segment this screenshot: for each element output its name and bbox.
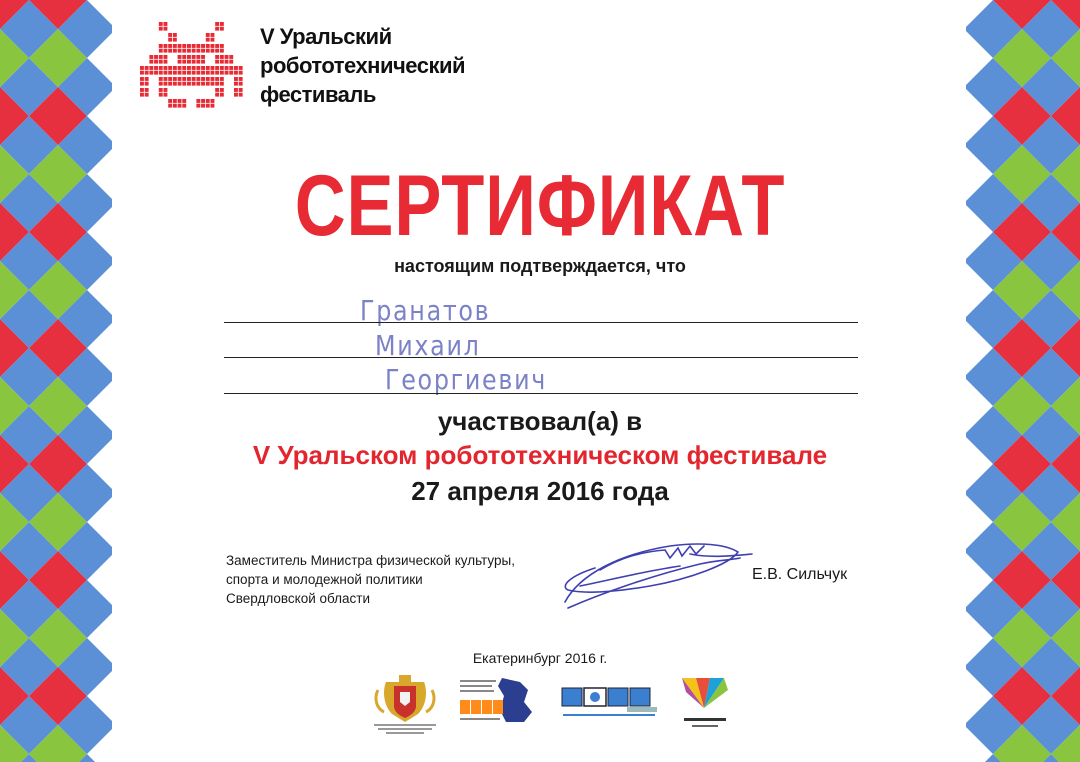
place-year: Екатеринбург 2016 г. bbox=[472, 650, 608, 666]
roboural-logo-icon bbox=[458, 676, 536, 724]
recipient-surname: Гранатов bbox=[360, 294, 491, 327]
robot-logo-icon bbox=[561, 684, 659, 720]
participated-text: участвовал(а) в bbox=[437, 406, 643, 436]
pixel-robot-logo-icon bbox=[140, 22, 244, 112]
festival-name-line-3: фестиваль bbox=[260, 82, 376, 107]
name-line-3 bbox=[224, 393, 858, 394]
coat-of-arms-icon bbox=[372, 672, 438, 734]
festival-header bbox=[140, 22, 480, 114]
festival-name-line-1: V Уральский bbox=[260, 24, 392, 49]
festival-name-line-2: робототехнический bbox=[260, 53, 466, 78]
official-title-line-2: спорта и молодежной политики bbox=[226, 572, 423, 587]
official-title-line-1: Заместитель Министра физической культуры, bbox=[226, 553, 515, 568]
name-line-1 bbox=[224, 322, 858, 323]
festival-name bbox=[260, 22, 490, 109]
name-line-2 bbox=[224, 357, 858, 358]
event-date: 27 апреля 2016 года bbox=[411, 476, 669, 506]
official-title-line-3: Свердловской области bbox=[226, 591, 371, 606]
certificate-subtitle: настоящим подтверждается, что bbox=[394, 256, 686, 276]
left-diamond-border bbox=[0, 0, 112, 762]
official-title bbox=[226, 551, 546, 608]
signer-name: Е.В. Сильчук bbox=[752, 566, 848, 583]
certificate-title: СЕРТИФИКАТ bbox=[294, 158, 786, 254]
recipient-patronymic: Георгиевич bbox=[385, 363, 548, 396]
handwritten-signature bbox=[540, 524, 755, 614]
volunteers-logo-icon bbox=[680, 674, 730, 732]
right-diamond-border bbox=[966, 0, 1080, 762]
event-name: V Уральском робототехническом фестивале bbox=[252, 440, 828, 470]
recipient-given-name: Михаил bbox=[375, 329, 481, 362]
